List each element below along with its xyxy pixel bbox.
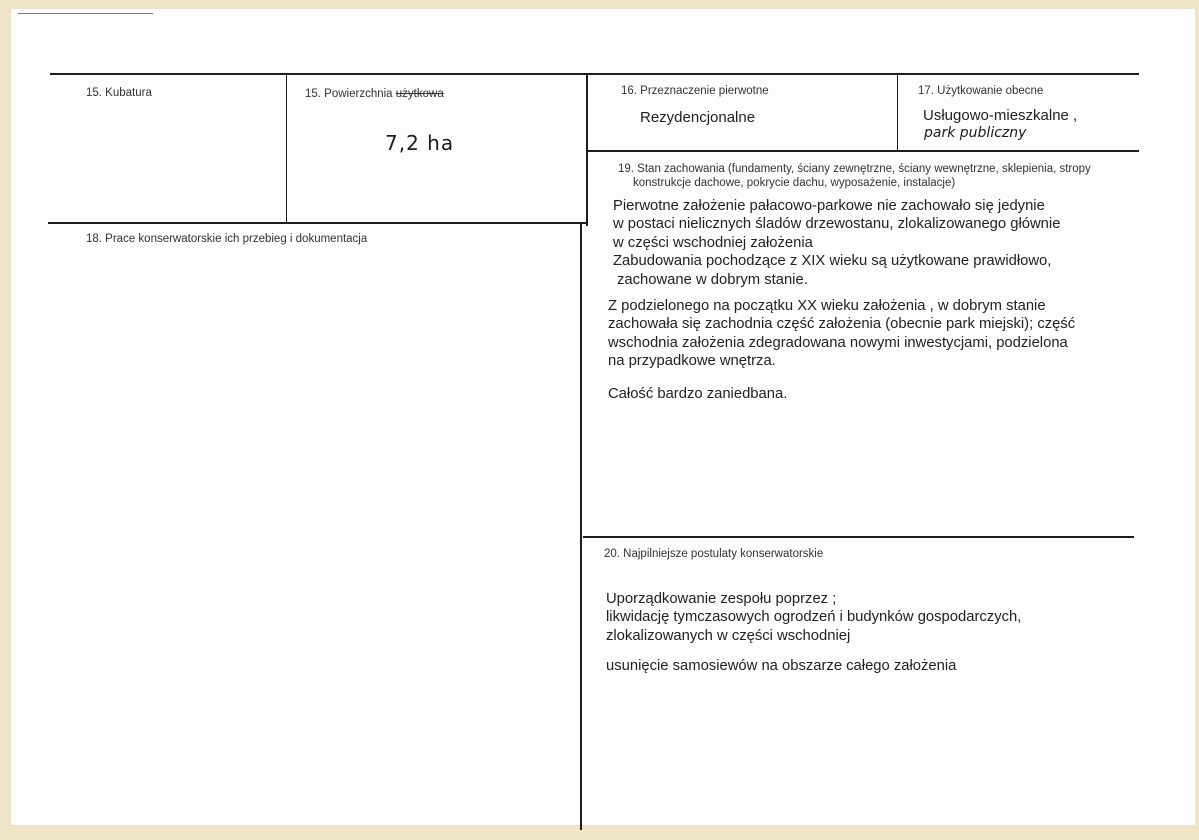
- f19-line: Z podzielonego na początku XX wieku założenia , w dobrym stanie: [608, 298, 1046, 314]
- top-rule: [18, 13, 153, 14]
- f19-line: zachowała się zachodnia część założenia (obecnie park miejski); część: [608, 316, 1076, 333]
- f19-line: wschodnia założenia zdegradowana nowymi inwestycjami, podzielona: [608, 334, 1068, 351]
- powierzchnia-label-text: 15. Powierzchnia: [305, 88, 393, 100]
- field-19-text-2: [608, 297, 1075, 371]
- f19-line: Zabudowania pochodzące z XIX wieku są użytkowane prawidłowo,: [613, 253, 1052, 270]
- f20-line: likwidację tymczasowych ogrodzeń i budynków gospodarczych,: [606, 609, 1022, 626]
- field-16-value: Rezydencjonalne: [640, 109, 756, 126]
- field-15-kubatura-label: 15. Kubatura: [86, 87, 152, 99]
- divider-h-20: [583, 536, 1134, 538]
- field-19-label-line2: konstrukcje dachowe, pokrycie dachu, wyposażenie, instalacje): [633, 177, 956, 189]
- field-17-label: 17. Użytkowanie obecne: [918, 85, 1044, 97]
- f19-line: w postaci nielicznych śladów drzewostanu, zlokalizowanego głównie: [613, 216, 1061, 233]
- divider-h-right: [587, 150, 1139, 152]
- divider-v1: [286, 74, 287, 223]
- field-19-label-line1: 19. Stan zachowania (fundamenty, ściany zewnętrzne, ściany wewnętrzne, sklepienia, stropy: [618, 163, 1091, 175]
- field-20-text-2: [606, 657, 956, 675]
- powierzchnia-struck-text: użytkowa: [395, 88, 444, 100]
- top-border: [50, 73, 1139, 75]
- field-17-value-typed: Usługowo-mieszkalne ,: [923, 107, 1078, 124]
- field-15-powierzchnia-label: [305, 88, 444, 100]
- divider-v-main: [580, 224, 582, 830]
- field-20-text: [606, 590, 1021, 645]
- field-20-label: 20. Najpilniejsze postulaty konserwatorskie: [604, 548, 824, 560]
- f19-line: w części wschodniej założenia: [613, 234, 813, 251]
- f19-line: Całość bardzo zaniedbana.: [608, 386, 788, 402]
- f19-line: na przypadkowe wnętrza.: [608, 353, 776, 370]
- f19-line: zachowane w dobrym stanie.: [617, 271, 808, 288]
- field-17-value-handwritten: park publiczny: [924, 125, 1027, 141]
- f19-line: Pierwotne założenie pałacowo-parkowe nie zachowało się jedynie: [613, 198, 1045, 214]
- field-19-text: [613, 197, 1060, 289]
- f20-line: usunięcie samosiewów na obszarze całego założenia: [606, 658, 957, 674]
- divider-v3: [897, 74, 898, 150]
- divider-h-left: [48, 222, 587, 224]
- field-15-powierzchnia-value: 7,2 ha: [385, 131, 455, 155]
- f20-line: Uporządkowanie zespołu poprzez ;: [606, 591, 837, 607]
- field-19-text-3: [608, 385, 787, 403]
- f20-line: zlokalizowanych w części wschodniej: [606, 627, 851, 644]
- field-16-label: 16. Przeznaczenie pierwotne: [621, 85, 769, 97]
- field-18-label: 18. Prace konserwatorskie ich przebieg i dokumentacja: [86, 233, 368, 245]
